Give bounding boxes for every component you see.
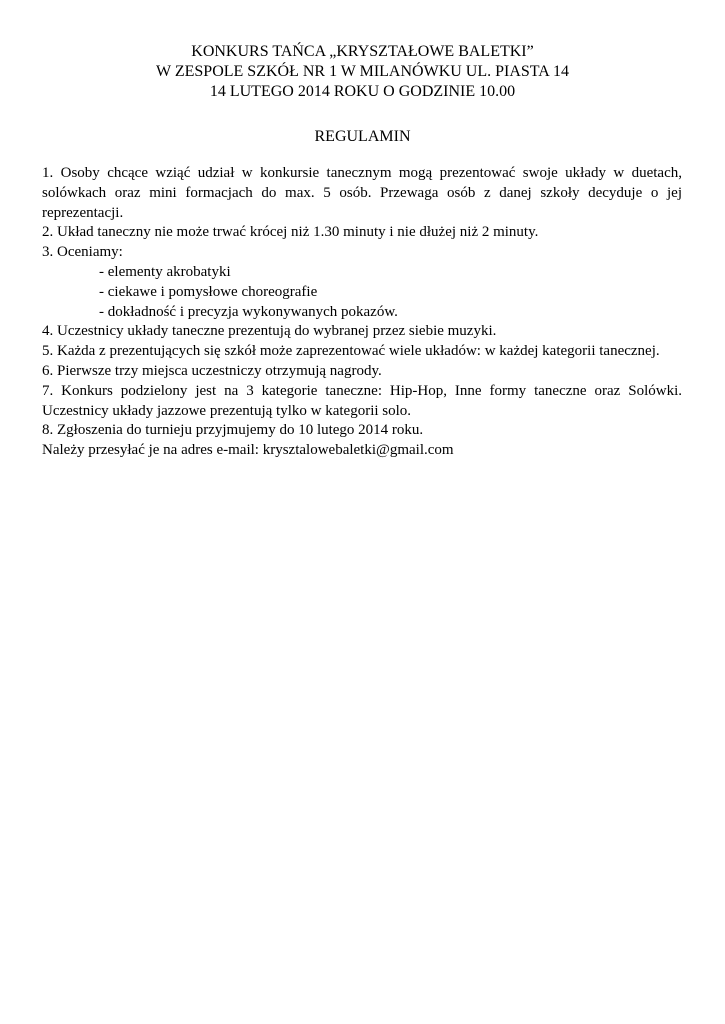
title-line-2: W ZESPOLE SZKÓŁ NR 1 W MILANÓWKU UL. PIASTA 14 [156,63,569,80]
rule-3-item-2: - ciekawe i pomysłowe choreografie [99,283,318,300]
email-line: Należy przesyłać je na adres e-mail: krysztalowebaletki@gmail.com [42,442,454,459]
rule-1: 1. Osoby chcące wziąć udział w konkursie tanecznym mogą prezentować swoje układy w duetach, solówkach oraz mini formacjach do max. 5 osób. Przewaga osób z danej szkoły decyduje o jej reprezentacji. [42,165,682,221]
title-line-3: 14 LUTEGO 2014 ROKU O GODZINIE 10.00 [209,83,516,100]
rule-5: 5. Każda z prezentujących się szkół może zaprezentować wiele układów: w każdej kategorii tanecznej. [42,343,660,360]
rules-list [42,164,682,461]
title-line-1: KONKURS TAŃCA „KRYSZTAŁOWE BALETKI” [191,43,534,60]
rule-2: 2. Układ taneczny nie może trwać krócej niż 1.30 minuty i nie dłużej niż 2 minuty. [42,224,539,241]
rule-3: 3. Oceniamy: [42,244,123,261]
rule-3-item-1: - elementy akrobatyki [99,263,231,280]
rule-3-item-3: - dokładność i precyzja wykonywanych pokazów. [99,303,398,320]
rule-4: 4. Uczestnicy układy taneczne prezentują do wybranej przez siebie muzyki. [42,323,497,340]
rule-7: 7. Konkurs podzielony jest na 3 kategorie taneczne: Hip-Hop, Inne formy taneczne oraz Solówki. Uczestnicy układy jazzowe prezentują tylko w kategorii solo. [42,382,682,419]
rule-8: 8. Zgłoszenia do turnieju przyjmujemy do 10 lutego 2014 roku. [42,422,424,439]
subtitle-regulamin: REGULAMIN [314,128,411,145]
rule-6: 6. Pierwsze trzy miejsca uczestniczy otrzymują nagrody. [42,362,382,379]
